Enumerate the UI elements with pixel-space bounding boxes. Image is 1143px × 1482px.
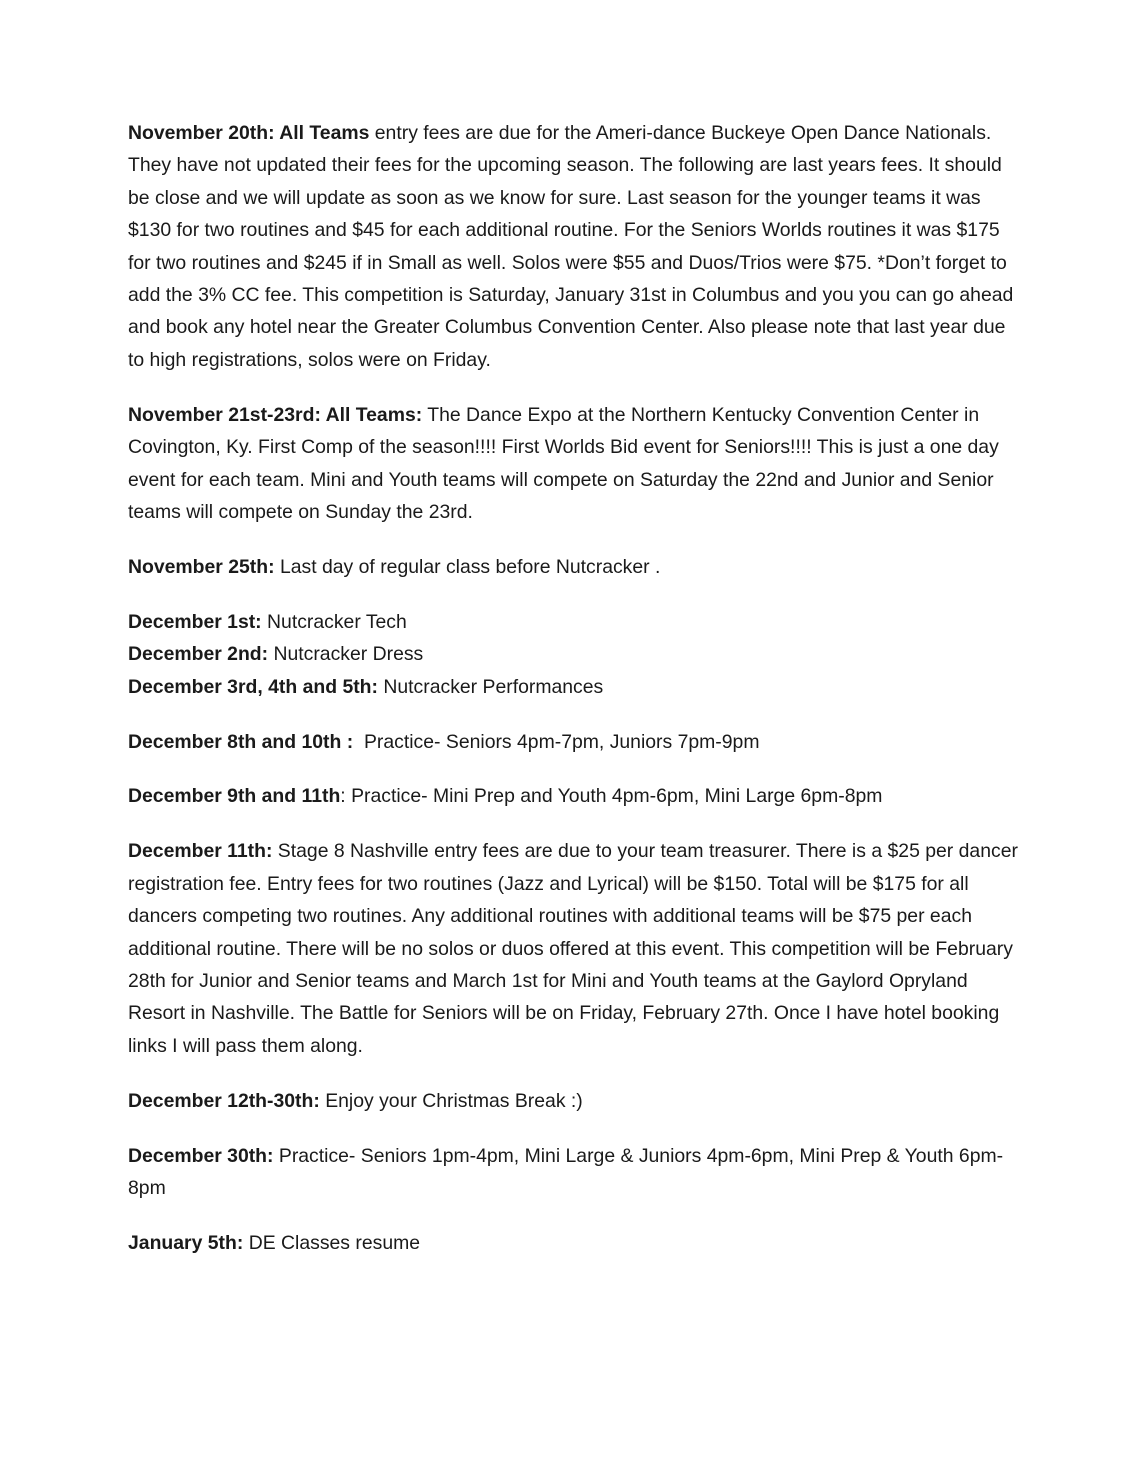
entry-dec-8-10 — [128, 726, 1018, 758]
entry-jan-5 — [128, 1227, 1018, 1259]
entry-text: DE Classes resume — [243, 1231, 421, 1254]
entry-date: November 25th: — [128, 555, 275, 578]
entry-nov-21-23 — [128, 399, 1018, 529]
entry-date: December 1st: — [128, 610, 262, 633]
entry-dec-2 — [128, 638, 1018, 670]
entry-text: Last day of regular class before Nutcracker . — [274, 555, 661, 578]
entry-nov-25 — [128, 551, 1018, 583]
entry-date: December 11th: — [128, 840, 273, 863]
entry-dec-12-30 — [128, 1085, 1018, 1117]
entry-date: November 20th: All Teams — [128, 122, 370, 144]
entry-date: December 2nd: — [128, 643, 269, 666]
entry-text: Practice- Seniors 1pm-4pm, Mini Large & Juniors 4pm-6pm, Mini Prep & Youth 6pm-8pm — [128, 1144, 1004, 1199]
entry-dec-30 — [128, 1140, 1018, 1205]
entry-text: Nutcracker Dress — [268, 643, 424, 666]
entry-date: December 8th and 10th : — [128, 730, 354, 753]
entry-text: : Practice- Mini Prep and Youth 4pm-6pm, Mini Large 6pm-8pm — [340, 785, 883, 808]
entry-dec-9-11 — [128, 780, 1018, 812]
entry-nov-20 — [128, 117, 1018, 376]
entry-text: Stage 8 Nashville entry fees are due to your team treasurer. There is a $25 per dancer registration fee. Entry fees for two routines (Jazz and Lyrical) will be $150. Total will be $175 for all dancers competing two routines. Any additional routines with additional teams will be $75 per each additional routine. There will be no solos or duos offered at this event. This competition will be February 28th for Junior and Senior teams and March 1st for Mini and Youth teams at the Gaylord Opryland Resort in Nashville. The Battle for Seniors will be on Friday, February 27th. Once I have hotel booking links I will pass them along. — [128, 840, 1018, 1057]
entry-text: Nutcracker Performances — [378, 675, 604, 698]
entry-date: December 9th and 11th — [128, 785, 341, 808]
entry-text: entry fees are due for the Ameri-dance Buckeye Open Dance Nationals. They have not updated their fees for the upcoming season. The following are last years fees. It should be close and we will update as soon as we know for sure. Last season for the younger teams it was $130 for two routines and $45 for each additional routine. For the Seniors Worlds routines it was $175 for two routines and $245 if in Small as well. Solos were $55 and Duos/Trios were $75. *Don’t forget to add the 3% CC fee. This competition is Saturday, January 31st in Columbus and you you can go ahead and book any hotel near the Greater Columbus Convention Center. Also please note that last year due to high registrations, solos were on Friday. — [128, 122, 1014, 371]
entry-text: The Dance Expo at the Northern Kentucky Convention Center in Covington, Ky. First Comp of the season!!!! First Worlds Bid event for Seniors!!!! This is just a one day event for each team. Mini and Youth teams will compete on Saturday the 22nd and Junior and Senior teams will compete on Sunday the 23rd. — [128, 403, 999, 523]
entry-text: Enjoy your Christmas Break :) — [319, 1089, 583, 1112]
entry-dec-11 — [128, 835, 1018, 1062]
entry-date: January 5th: — [128, 1231, 244, 1254]
entry-text: Nutcracker Tech — [261, 610, 407, 633]
entry-dec-1 — [128, 606, 1018, 638]
entry-dec-3-5 — [128, 671, 1018, 703]
entry-date: November 21st-23rd: All Teams: — [128, 403, 423, 426]
schedule-document — [128, 117, 1018, 1282]
entry-date: December 3rd, 4th and 5th: — [128, 675, 378, 698]
entry-date: December 30th: — [128, 1144, 274, 1167]
entry-text: Practice- Seniors 4pm-7pm, Juniors 7pm-9pm — [353, 730, 760, 753]
entry-date: December 12th-30th: — [128, 1089, 320, 1112]
